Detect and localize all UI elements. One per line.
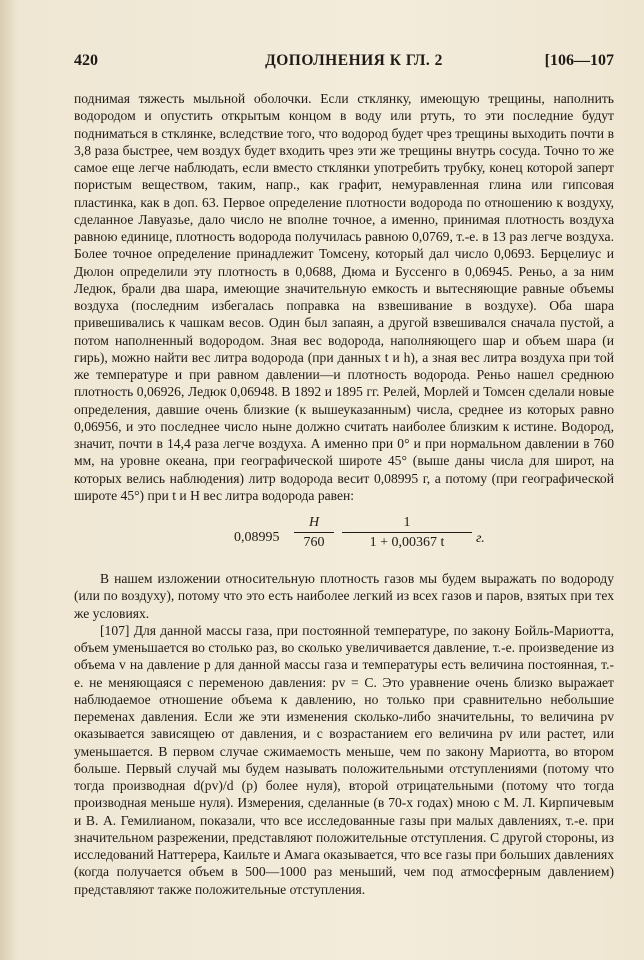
hydrogen-weight-formula [74,512,614,564]
formula-unit: г. [476,531,485,546]
main-text [74,90,614,898]
formula-denominator-760: 760 [303,535,325,551]
chapter-title: ДОПОЛНЕНИЯ К ГЛ. 2 [265,52,443,69]
running-header [74,52,614,78]
paragraph-3: [107] Для данной массы газа, при постоянной температуре, по закону Бойль-Мариотта, объем уменьшается во столько раз, во сколько увеличивается давление, т.-е. произведение из объема v на давление p для данной массы газа и температуры есть величина постоянная, т.-е. не меняющаяся с переменою давления: pv = C. Это уравнение очень близко выражает наблюдаемое отношение объема к давлению, но только при сравнительно небольшие переменах давления. Если же эти изменения сколько-либо значительны, то величина pv оказывается зависящею от давления, и с возрастанием его величина pv или растет, или уменьшается. В первом случае сжимаемость меньше, чем по закону Мариотта, во втором больше. Первый случай мы будем называть положительными отступлениями (потому что тогда производная d(pv)/d (p) более нуля), второй отрицательными (потому что тогда производная меньше нуля). Измерения, сделанные (в 70-х годах) мною с М. Л. Кирпичевым и В. А. Гемилианом, показали, что все исследованные газы при малых давлениях, т.-е. при значительном разрежении, представляют положительные отступления. С другой стороны, из исследований Наттерера, Каильте и Амага оказывается, что все газы при больших давлениях (когда получается объем в 500—1000 раз меньший, чем под атмосферным давлением) представляют также положительные отступления. [74,622,614,897]
paragraph-1: поднимая тяжесть мыльной оболочки. Если стклянку, имеющую трещины, наполнить водородом и опустить открытым концом в воду или ртуть, то эти последние будут подниматься в стклянке, вследствие того, что водород будет чрез трещины выходить почти в 3,8 раза быстрее, чем воздух будет входить чрез эти же трещины внутрь сосуда. Точно то же самое еще легче наблюдать, если вместо стклянки употребить трубку, конец которой заперт пористым веществом, таким, напр., как графит, немуравленная глина или гипсовая пластинка, как в доп. 63. Первое определение плотности водорода по отношению к воздуху, сделанное Лавуазье, дало число не вполне точное, а именно, принимая плотность воздуха равною единице, плотность водорода получилась равною 0,0769, т.-е. в 13 раз легче воздуха. Более точное определение принадлежит Томсену, который дал число 0,0693. Берцелиус и Дюлон определили эту плотность в 0,0688, Дюма и Буссенго в 0,06945. Реньо, а за ним Ледюк, брали два шара, имеющие значительную емкость и вытесняющие равные объемы воздуха (последним избегалась поправка на взвешивание в воздухе). Оба шара привешивались к чашкам весов. Один был запаян, а другой взвешивался сначала пустой, а потом наполненный водородом. Зная вес водорода, наполняющего шар и объем шара (и гирь), можно найти вес литра водорода (при данных t и h), а зная вес литра воздуха при той же температуре и при равном давлении—и плотность водорода. Реньо нашел среднюю плотность 0,06926, Ледюк 0,06948. В 1892 и 1895 гг. Релей, Морлей и Томсен сделали новые определения, давшие очень близкие (к вышеуказанным) числа, среднее из которых равно 0,06956, и это последнее число ныне должно считать наиболее близким к истине. Водород, значит, почти в 14,4 раза легче воздуха. А именно при 0° и при нормальном давлении в 760 мм, на уровне океана, при географической широте 45° (выше даны числа для широт, на которых велись наблюдения) литр водорода весит 0,08995 г, а потому (при географической широте 45°) при t и H вес литра водорода равен: [74,91,614,503]
paragraph-2: В нашем изложении относительную плотность газов мы будем выражать по водороду (или по воздуху), потому что это есть наиболее легкий из всех газов и паров, взятых при тех же условиях. [74,571,614,621]
formula-coefficient: 0,08995 [234,530,280,545]
section-reference: [106—107 [544,52,614,69]
formula-fraction-h [294,514,334,552]
formula-fraction-temp [342,514,472,552]
formula-numerator-h: H [294,514,334,533]
formula-numerator-1: 1 [342,514,472,533]
formula-denominator-temp: 1 + 0,00367 t [369,535,445,551]
page-number: 420 [74,52,98,69]
